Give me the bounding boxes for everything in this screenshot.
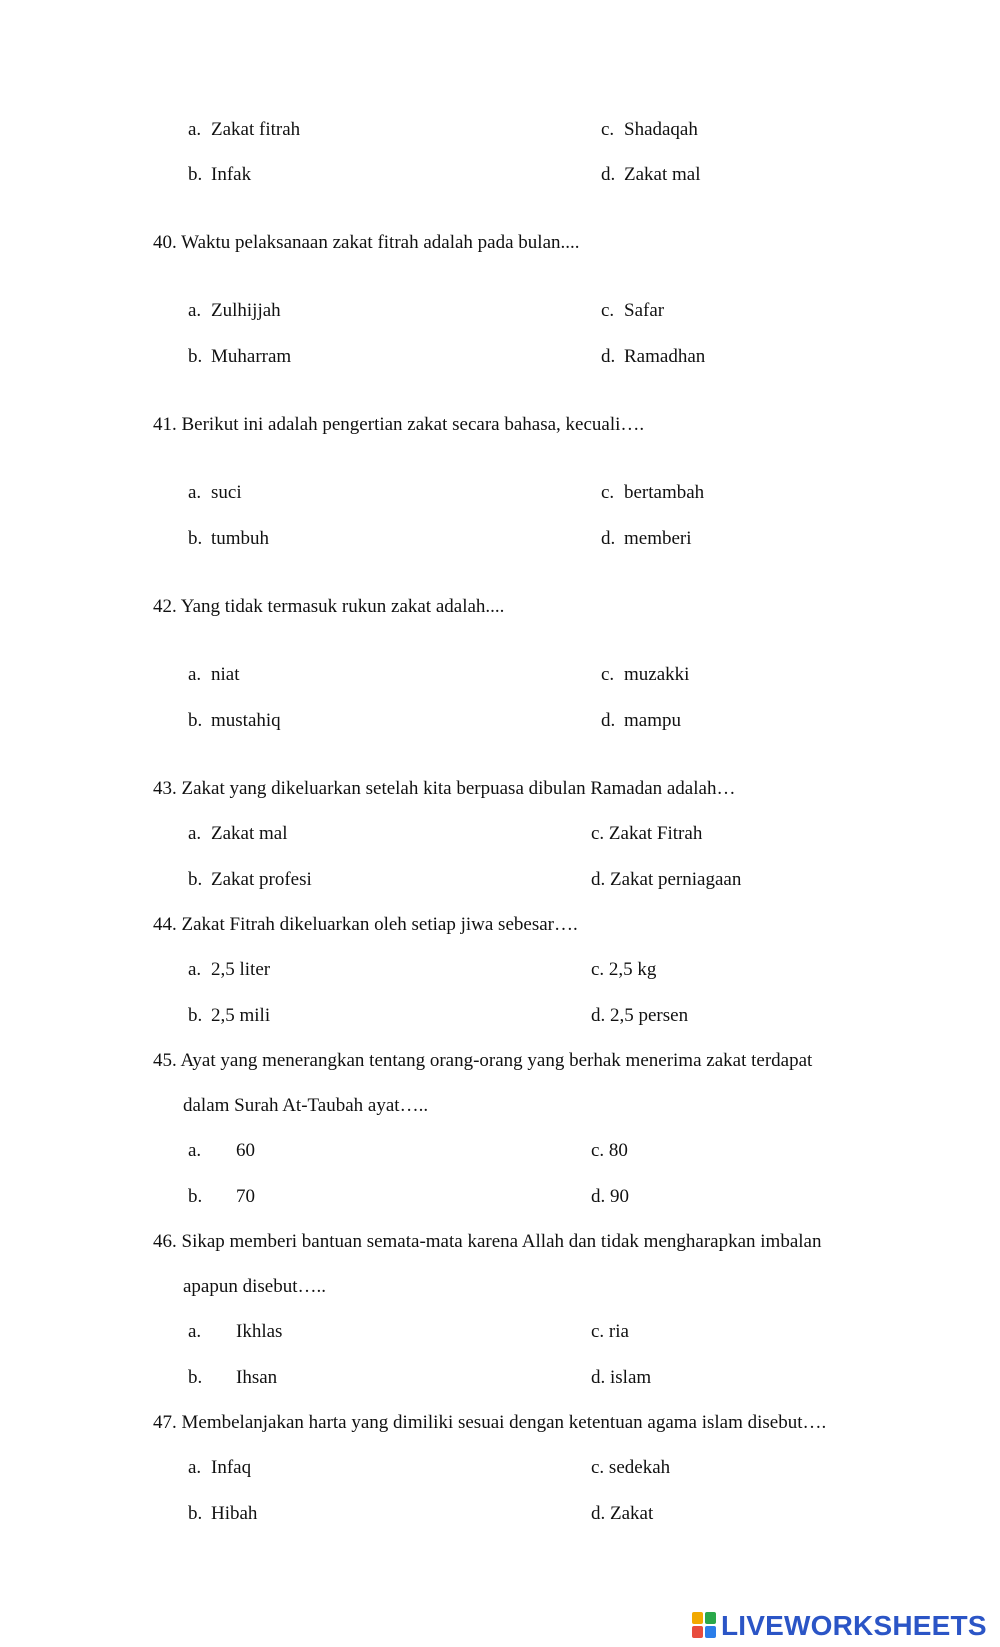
option-text: Zakat mal [211,823,288,844]
option-text: 2,5 mili [211,1005,271,1026]
option-text: Ihsan [236,1367,278,1388]
option-a[interactable]: a. 60 [188,1140,255,1161]
option-text: muzakki [624,664,690,685]
option-d[interactable]: d. mampu [601,710,681,731]
option-a[interactable]: a. Infaq [188,1457,252,1478]
option-a[interactable]: a. Zakat mal [188,823,288,844]
option-text: 70 [236,1186,255,1207]
option-d[interactable]: d. Zakat [591,1503,654,1524]
option-text: Shadaqah [624,119,698,140]
option-a[interactable]: a. niat [188,664,240,685]
option-a[interactable]: a. Zulhijjah [188,300,281,321]
question-41-text: 41. Berikut ini adalah pengertian zakat secara bahasa, kecuali…. [153,414,645,435]
option-a[interactable]: a. Ikhlas [188,1321,283,1342]
option-text: 2,5 liter [211,959,271,980]
option-b[interactable]: b. Infak [188,164,252,185]
option-c[interactable]: c. Safar [601,300,665,321]
option-d[interactable]: d. Zakat mal [601,164,701,185]
liveworksheets-logo[interactable] [692,1610,987,1642]
option-b[interactable]: b. Ihsan [188,1367,278,1388]
option-text: tumbuh [211,528,270,549]
question-42-text: 42. Yang tidak termasuk rukun zakat adalah.... [153,596,505,617]
option-text: mampu [624,710,681,731]
option-d[interactable]: d. 2,5 persen [591,1005,689,1026]
option-text: 60 [236,1140,255,1161]
option-c[interactable]: c. 80 [591,1140,628,1161]
option-text: niat [211,664,240,685]
question-47-text: 47. Membelanjakan harta yang dimiliki sesuai dengan ketentuan agama islam disebut…. [153,1412,827,1433]
option-text: Ikhlas [236,1321,283,1342]
option-text: Zakat profesi [211,869,312,890]
option-a[interactable]: a. suci [188,482,242,503]
question-43-text: 43. Zakat yang dikeluarkan setelah kita berpuasa dibulan Ramadan adalah… [153,778,736,799]
option-d[interactable]: d. Ramadhan [601,346,706,367]
option-c[interactable]: c. muzakki [601,664,690,685]
option-c[interactable]: c. bertambah [601,482,705,503]
option-text: Safar [624,300,665,321]
option-c[interactable]: c. Zakat Fitrah [591,823,703,844]
option-d[interactable]: d. Zakat perniagaan [591,869,742,890]
option-b[interactable]: b. mustahiq [188,710,281,731]
liveworksheets-logo-text: LIVEWORKSHEETS [721,1610,987,1641]
question-46-text-line1: 46. Sikap memberi bantuan semata-mata karena Allah dan tidak mengharapkan imbalan [153,1231,822,1252]
option-text: memberi [624,528,692,549]
option-text: Ramadhan [624,346,706,367]
option-b[interactable]: b. Muharram [188,346,292,367]
option-d[interactable]: d. islam [591,1367,652,1388]
question-45-text-line2: dalam Surah At-Taubah ayat….. [183,1095,429,1116]
question-40-text: 40. Waktu pelaksanaan zakat fitrah adalah pada bulan.... [153,232,580,253]
option-b[interactable]: b. tumbuh [188,528,270,549]
option-d[interactable]: d. memberi [601,528,692,549]
option-text: Infaq [211,1457,252,1478]
question-44-text: 44. Zakat Fitrah dikeluarkan oleh setiap jiwa sebesar…. [153,914,578,935]
option-c[interactable]: c. ria [591,1321,629,1342]
liveworksheets-logo-icon [692,1612,718,1640]
option-c[interactable]: c. Shadaqah [601,119,698,140]
option-a[interactable]: a. Zakat fitrah [188,119,301,140]
option-text: Zakat fitrah [211,119,301,140]
option-b[interactable]: b. 70 [188,1186,255,1207]
option-c[interactable]: c. 2,5 kg [591,959,657,980]
question-45-text-line1: 45. Ayat yang menerangkan tentang orang-orang yang berhak menerima zakat terdapat [153,1050,813,1071]
option-text: Zakat mal [624,164,701,185]
option-b[interactable]: b. Zakat profesi [188,869,312,890]
option-text: bertambah [624,482,705,503]
option-text: Zulhijjah [211,300,281,321]
option-text: Infak [211,164,252,185]
option-text: Hibah [211,1503,258,1524]
option-a[interactable]: a. 2,5 liter [188,959,271,980]
question-46-text-line2: apapun disebut….. [183,1276,327,1297]
option-text: mustahiq [211,710,281,731]
option-c[interactable]: c. sedekah [591,1457,671,1478]
option-b[interactable]: b. Hibah [188,1503,258,1524]
option-b[interactable]: b. 2,5 mili [188,1005,271,1026]
option-text: Muharram [211,346,292,367]
option-text: suci [211,482,242,503]
option-d[interactable]: d. 90 [591,1186,629,1207]
